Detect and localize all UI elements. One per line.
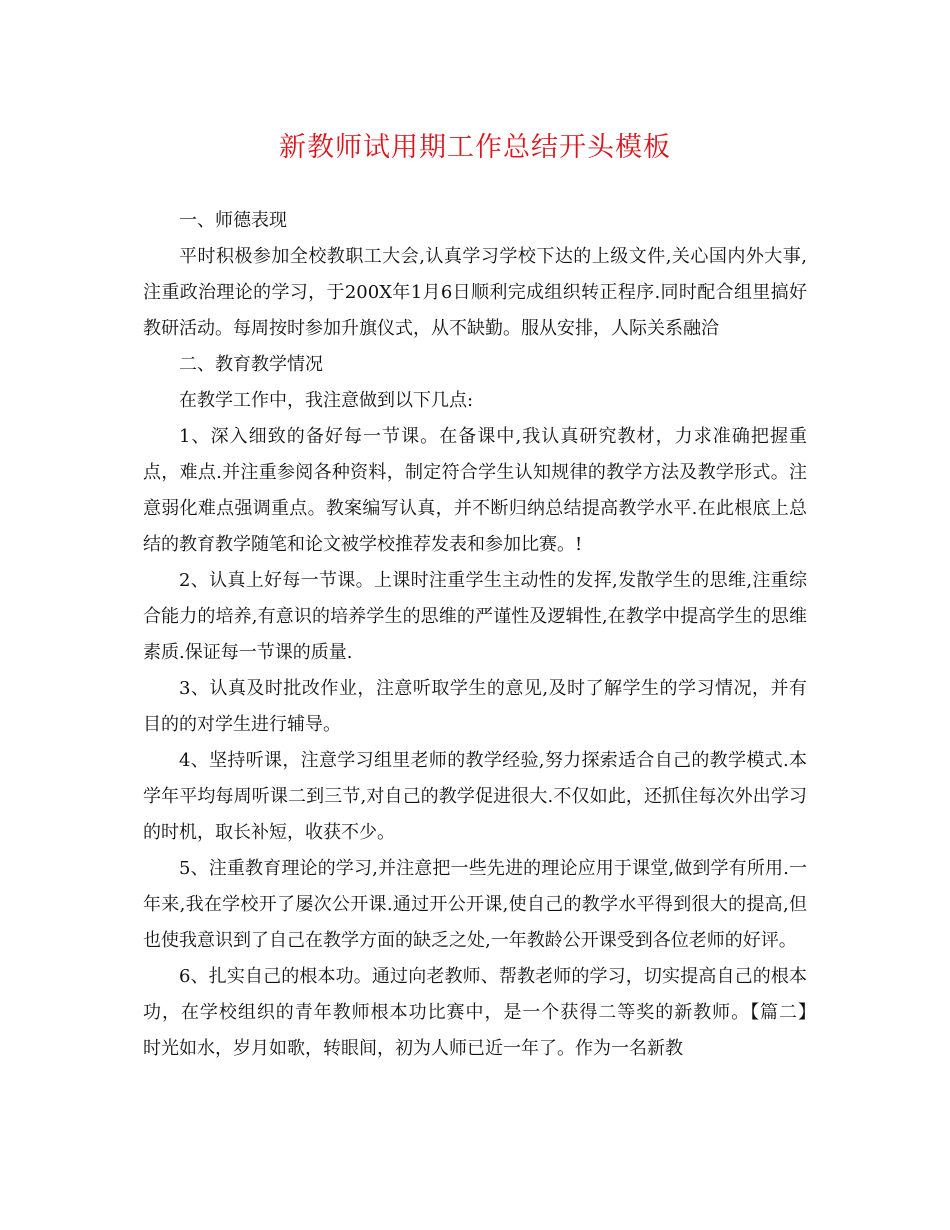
paragraph-intro: 在教学工作中，我注意做到以下几点: [179,390,474,411]
paragraph-item-5: 5、注重教育理论的学习,并注意把一些先进的理论应用于课堂,做到学有所用.一年来,我在学校开了屡次公开课.通过开公开课,使自己的教学水平得到很大的提高,但也使我意识到了自己在教学方面的缺乏之处,一年教龄公开课受到各位老师的好评。 [143,858,807,951]
section-heading-ethics: 一、师德表现 [179,210,287,231]
section-heading-teaching: 二、教育教学情况 [179,354,323,375]
paragraph-item-4: 4、坚持听课，注意学习组里老师的教学经验,努力探索适合自己的教学模式.本学年平均每周听课二到三节,对自己的教学促进很大.不仅如此，还抓住每次外出学习的时机，取长补短，收获不少。 [143,750,807,843]
document-title: 新教师试用期工作总结开头模板 [279,132,671,163]
paragraph-item-6: 6、扎实自己的根本功。通过向老教师、帮教老师的学习，切实提高自己的根本功，在学校组织的青年教师根本功比赛中，是一个获得二等奖的新教师。【篇二】 时光如水，岁月如歌，转眼间，初为人师已近一年了。作为一名新教 [143,966,843,1059]
paragraph-item-3: 3、认真及时批改作业，注意听取学生的意见,及时了解学生的学习情况，并有目的的对学生进行辅导。 [143,678,807,735]
document-body [143,203,843,1067]
paragraph-item-1: 1、深入细致的备好每一节课。在备课中,我认真研究教材，力求准确把握重点，难点.并注重参阅各种资料，制定符合学生认知规律的教学方法及教学形式。注意弱化难点强调重点。教案编写认真，并不断归纳总结提高教学水平.在此根底上总结的教育教学随笔和论文被学校推荐发表和参加比赛。! [143,426,807,555]
paragraph-item-2: 2、认真上好每一节课。上课时注重学生主动性的发挥,发散学生的思维,注重综合能力的培养,有意识的培养学生的思维的严谨性及逻辑性,在教学中提高学生的思维素质.保证每一节课的质量. [143,570,807,663]
paragraph-ethics: 平时积极参加全校教职工大会,认真学习学校下达的上级文件,关心国内外大事,注重政治理论的学习，于200X年1月6日顺利完成组织转正程序.同时配合组里搞好教研活动。每周按时参加升旗仪式，从不缺勤。服从安排，人际关系融洽 [143,246,807,339]
